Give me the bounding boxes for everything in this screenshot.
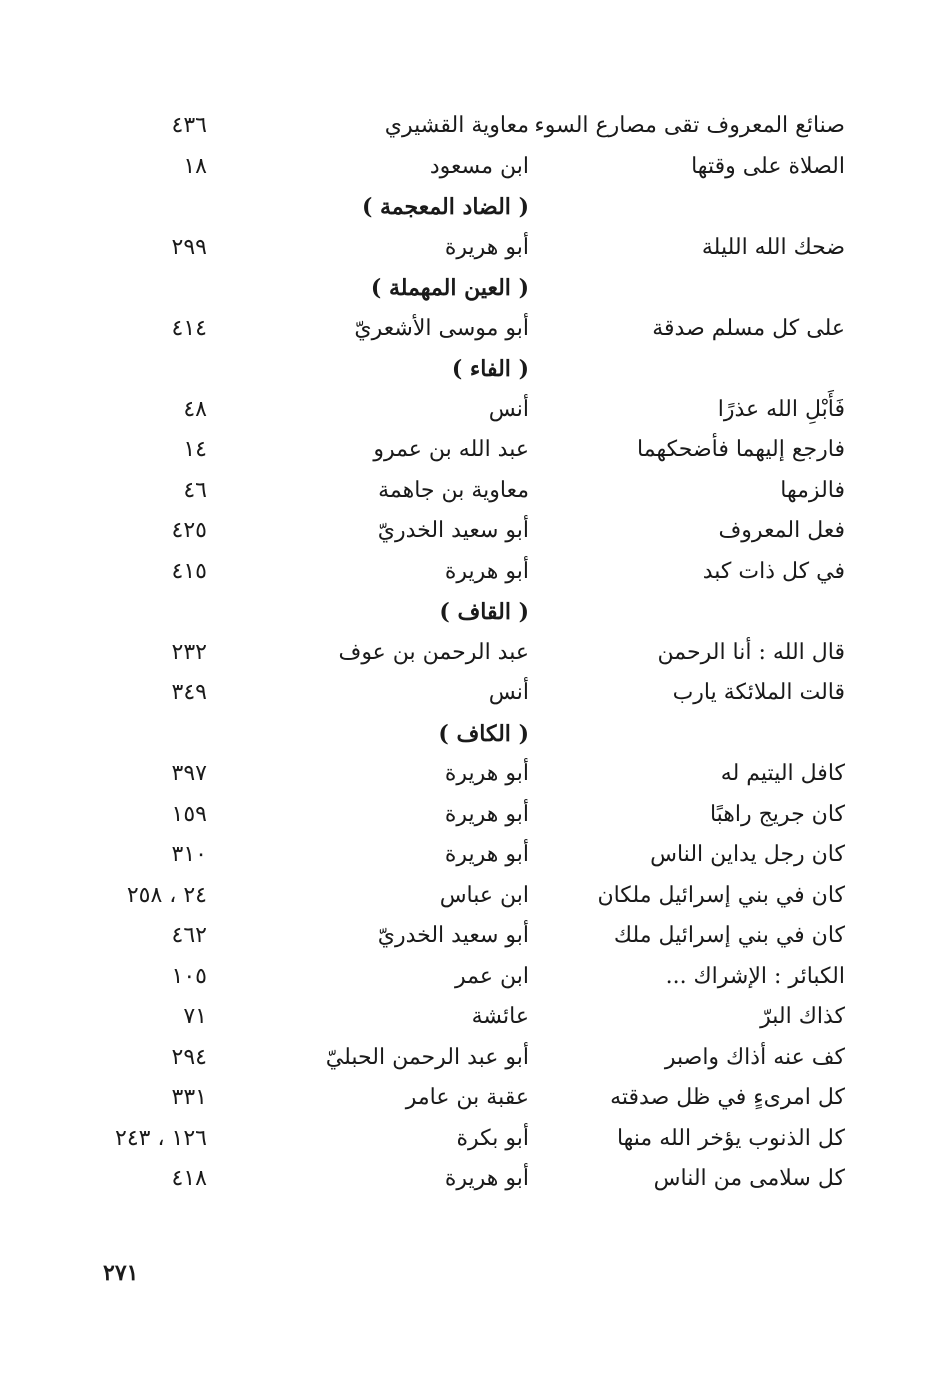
section-heading: ( العين المهملة ) xyxy=(370,275,529,301)
page-reference: ٤١٤ xyxy=(171,315,207,341)
narrator-name: أبو هريرة xyxy=(444,1166,529,1191)
index-entry-row xyxy=(0,309,945,350)
narrator-name: ابن عمر xyxy=(455,963,529,989)
index-entry-row xyxy=(0,673,945,714)
hadith-text: كل امرىءٍ في ظل صدقته xyxy=(610,1085,845,1110)
hadith-text: ضحك الله الليلة xyxy=(701,234,845,260)
index-entry-row xyxy=(0,1038,945,1079)
index-entry-row xyxy=(0,835,945,876)
page-reference: ٤١٥ xyxy=(171,558,207,584)
section-heading-row xyxy=(0,187,945,228)
index-entry-row xyxy=(0,390,945,431)
page-reference: ٣٣١ xyxy=(171,1085,207,1110)
index-entry-row xyxy=(0,147,945,188)
index-entry-row xyxy=(0,957,945,998)
hadith-text: في كل ذات كبد xyxy=(702,558,845,584)
page-reference: ٢٩٤ xyxy=(171,1044,207,1070)
index-entry-row xyxy=(0,1078,945,1119)
page-reference: ٤٢٥ xyxy=(171,518,207,543)
index-entry-row xyxy=(0,1119,945,1160)
hadith-text: كان رجل يداين الناس xyxy=(650,842,845,867)
section-heading: ( القاف ) xyxy=(439,599,529,625)
section-heading: ( الفاء ) xyxy=(451,356,529,382)
hadith-text: على كل مسلم صدقة xyxy=(652,315,845,341)
hadith-text: كان في بني إسرائيل ملك xyxy=(613,923,845,948)
page-reference: ٣٤٩ xyxy=(171,680,207,705)
section-heading-row xyxy=(0,268,945,309)
hadith-text: فَأَبْلِ الله عذرًا xyxy=(717,396,845,422)
page-number: ٢٧١ xyxy=(103,1260,139,1286)
index-entry-row xyxy=(0,471,945,512)
index-entry-row xyxy=(0,633,945,674)
page-reference: ٤٨ xyxy=(183,396,207,422)
page-reference: ١٥٩ xyxy=(171,801,207,827)
narrator-name: عائشة xyxy=(471,1004,529,1029)
hadith-text: قال الله : أنا الرحمن xyxy=(657,639,845,665)
narrator-name: أبو موسى الأشعريّ xyxy=(354,315,529,341)
narrator-name: أبو سعيد الخدريّ xyxy=(377,923,529,948)
hadith-text: صنائع المعروف تقى مصارع السوء xyxy=(534,113,845,138)
narrator-name: أبو هريرة xyxy=(444,761,529,786)
page-reference: ١٨ xyxy=(183,153,207,179)
narrator-name: أبو بكرة xyxy=(456,1125,529,1151)
index-entry-row xyxy=(0,876,945,917)
narrator-name: أبو هريرة xyxy=(444,801,529,827)
hadith-text: فالزمها xyxy=(780,477,845,503)
page-reference: ٣٩٧ xyxy=(171,761,207,786)
narrator-name: عبد الله بن عمرو xyxy=(373,437,529,462)
page-reference: ٧١ xyxy=(183,1004,207,1029)
page-reference: ١٤ xyxy=(183,437,207,462)
index-entry-row xyxy=(0,916,945,957)
page-reference: ٤١٨ xyxy=(171,1166,207,1191)
narrator-name: أبو عبد الرحمن الحبليّ xyxy=(325,1044,529,1070)
page-reference: ٤٣٦ xyxy=(171,113,207,138)
hadith-text: فعل المعروف xyxy=(718,518,845,543)
hadith-index-table xyxy=(0,106,945,1200)
index-entry-row xyxy=(0,795,945,836)
narrator-name: أبو هريرة xyxy=(444,234,529,260)
index-entry-row xyxy=(0,997,945,1038)
section-heading-row xyxy=(0,592,945,633)
section-heading-row xyxy=(0,714,945,755)
hadith-text: كف عنه أذاك واصبر xyxy=(664,1044,845,1070)
page-reference: ١٢٦ ، ٢٤٣ xyxy=(115,1125,207,1151)
narrator-name: معاوية القشيري xyxy=(384,113,529,138)
index-entry-row xyxy=(0,511,945,552)
hadith-text: الكبائر : الإشراك ... xyxy=(665,963,845,989)
section-heading-row xyxy=(0,349,945,390)
hadith-text: كل الذنوب يؤخر الله منها xyxy=(616,1125,845,1151)
section-heading: ( الكاف ) xyxy=(438,720,529,747)
narrator-name: عقبة بن عامر xyxy=(405,1085,529,1110)
page-reference: ٤٦٢ xyxy=(171,923,207,948)
index-entry-row xyxy=(0,430,945,471)
index-entry-row xyxy=(0,106,945,147)
narrator-name: أنس xyxy=(488,396,529,422)
index-entry-row xyxy=(0,754,945,795)
page-reference: ٢٤ ، ٢٥٨ xyxy=(126,882,207,908)
page-reference: ١٠٥ xyxy=(171,963,207,989)
hadith-text: فارجع إليهما فأضحكهما xyxy=(637,437,845,462)
narrator-name: معاوية بن جاهمة xyxy=(378,477,529,503)
narrator-name: أبو سعيد الخدريّ xyxy=(377,518,529,543)
hadith-text: كان في بني إسرائيل ملكان xyxy=(597,882,845,908)
section-heading: ( الضاد المعجمة ) xyxy=(361,194,529,220)
index-entry-row xyxy=(0,552,945,593)
page-reference: ٢٣٢ xyxy=(171,639,207,665)
narrator-name: ابن مسعود xyxy=(429,153,529,179)
narrator-name: أبو هريرة xyxy=(444,558,529,584)
hadith-text: كذاك البرّ xyxy=(760,1004,845,1029)
hadith-text: كل سلامى من الناس xyxy=(653,1166,845,1191)
hadith-text: الصلاة على وقتها xyxy=(691,153,845,179)
narrator-name: أبو هريرة xyxy=(444,842,529,867)
index-entry-row xyxy=(0,228,945,269)
index-entry-row xyxy=(0,1159,945,1200)
page-reference: ٢٩٩ xyxy=(171,234,207,260)
narrator-name: عبد الرحمن بن عوف xyxy=(338,639,529,665)
narrator-name: أنس xyxy=(488,680,529,705)
page-reference: ٤٦ xyxy=(183,477,207,503)
hadith-text: كان جريج راهبًا xyxy=(709,801,845,827)
hadith-text: كافل اليتيم له xyxy=(720,761,845,786)
hadith-text: قالت الملائكة يارب xyxy=(672,680,845,705)
page-reference: ٣١٠ xyxy=(171,842,207,867)
narrator-name: ابن عباس xyxy=(439,882,529,908)
